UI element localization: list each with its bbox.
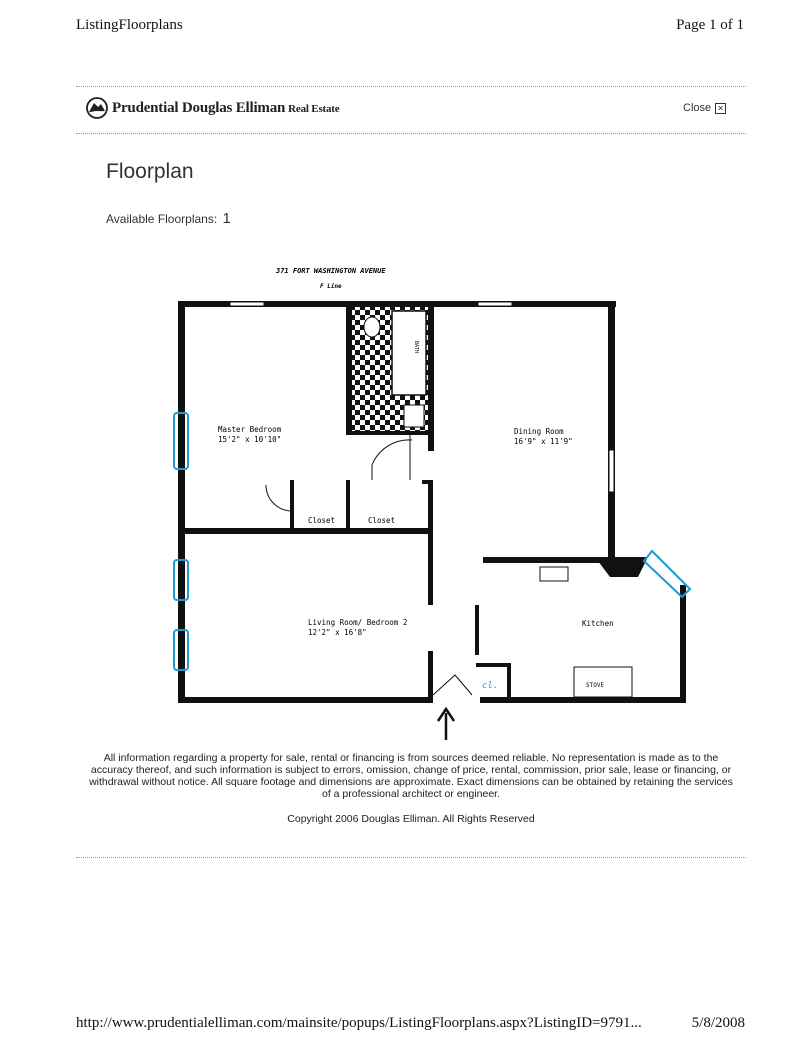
floorplan-drawing — [100, 255, 700, 745]
kitchen-counter — [540, 567, 568, 581]
plan-line: F Line — [320, 283, 342, 290]
plan-address: 371 FORT WASHINGTON AVENUE — [276, 267, 386, 275]
print-page-number: Page 1 of 1 — [676, 17, 744, 33]
sink — [404, 405, 424, 427]
floorplan-image — [100, 255, 700, 750]
available-label: Available Floorplans: — [106, 212, 218, 226]
dining-room-dims: 16'9" x 11'9" — [514, 437, 573, 446]
brand-name — [112, 100, 339, 117]
closet-2-label: Closet — [368, 516, 396, 525]
walls — [178, 301, 686, 703]
bath-label: BATH — [413, 341, 419, 354]
closet-1-label: Closet — [308, 516, 336, 525]
living-room-dims: 12'2" x 16'8" — [308, 628, 367, 637]
closet-handwritten-label: cl. — [482, 681, 499, 691]
entry-arrow-icon — [438, 709, 454, 740]
master-bedroom-label: Master Bedroom — [218, 425, 282, 434]
stove-label: STOVE — [586, 682, 605, 689]
kitchen-label: Kitchen — [582, 619, 614, 628]
available-floorplans — [106, 210, 231, 227]
print-footer-url: http://www.prudentialelliman.com/mainsite/popups/ListingFloorplans.aspx?ListingID=9791... — [76, 1015, 642, 1031]
close-icon: ✕ — [715, 103, 726, 114]
available-count: 1 — [222, 210, 231, 227]
bathtub — [392, 311, 426, 395]
header-divider — [76, 133, 746, 134]
master-bedroom-dims: 15'2" x 10'10" — [218, 435, 282, 444]
doors — [266, 435, 472, 695]
top-divider — [76, 86, 746, 87]
close-button[interactable] — [683, 102, 726, 114]
close-label: Close — [683, 102, 712, 114]
brand-name-suffix: Real Estate — [288, 102, 340, 115]
brand-name-main: Prudential Douglas Elliman — [112, 99, 286, 116]
page-title: Floorplan — [106, 160, 194, 183]
footer-divider — [76, 857, 746, 858]
living-room-label: Living Room/ Bedroom 2 — [308, 618, 408, 627]
rock-logo-icon — [86, 97, 108, 119]
print-header-title: ListingFloorplans — [76, 17, 183, 33]
copyright-text: Copyright 2006 Douglas Elliman. All Rights Reserved — [287, 813, 535, 825]
print-footer-date: 5/8/2008 — [691, 1015, 745, 1031]
dining-room-label: Dining Room — [514, 427, 564, 436]
brand-logo — [86, 97, 339, 119]
toilet — [364, 317, 380, 337]
disclaimer-text: All information regarding a property for sale, rental or financing is from sources deemed reliable. No representation is made as to the accuracy thereof, and such information is subject to errors, omission, change of price, rental, commission, prior sale, lease or financing, or withdrawal without notice. All square footage and dimensions are approximate. Exact dimensions can be obtained by retaining the services of a professional architect or engineer. — [89, 752, 733, 800]
